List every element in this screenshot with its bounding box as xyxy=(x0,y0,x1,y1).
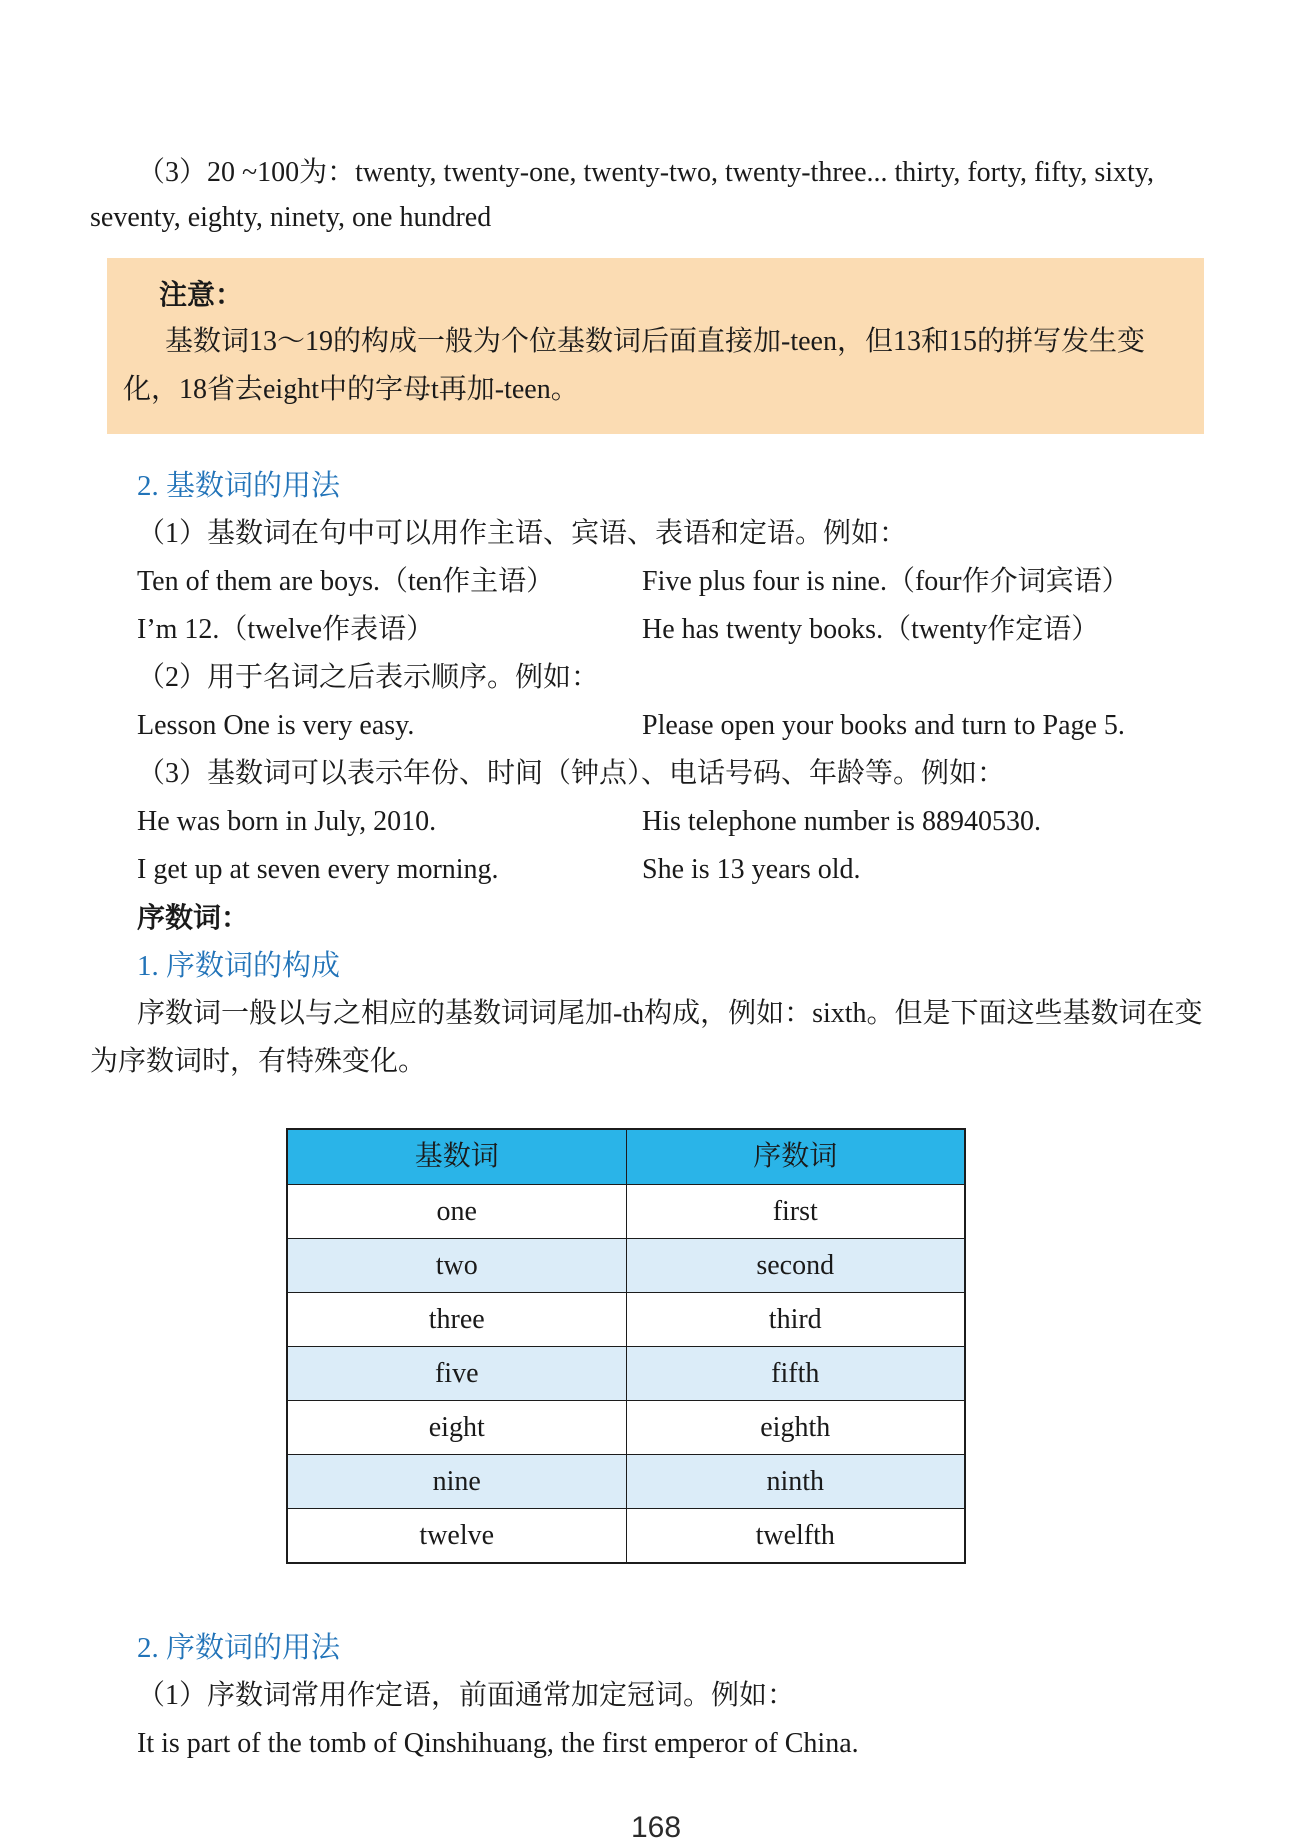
example-row xyxy=(90,558,1222,606)
table-cell: two xyxy=(287,1239,626,1293)
ordinal-usage-point-1: （1）序数词常用作定语，前面通常加定冠词。例如： xyxy=(137,1680,796,1711)
table-cell: second xyxy=(626,1239,965,1293)
example-sentence: Lesson One is very easy. xyxy=(137,710,415,741)
example-sentence: Ten of them are boys.（ten作主语） xyxy=(137,566,555,597)
ordinal-section-label: 序数词： xyxy=(137,902,250,933)
example-sentence: He was born in July, 2010. xyxy=(137,806,437,837)
ordinal-formation-heading: 1. 序数词的构成 xyxy=(137,950,341,982)
cardinal-point-3: （3）基数词可以表示年份、时间（钟点）、电话号码、年龄等。例如： xyxy=(137,758,1006,789)
cardinal-usage-heading: 2. 基数词的用法 xyxy=(137,470,341,502)
table-header-cardinal: 基数词 xyxy=(287,1129,626,1185)
table-cell: fifth xyxy=(626,1347,965,1401)
example-sentence: Five plus four is nine.（four作介词宾语） xyxy=(642,566,1130,597)
cardinal-point-1: （1）基数词在句中可以用作主语、宾语、表语和定语。例如： xyxy=(137,518,908,549)
example-sentence: Please open your books and turn to Page 5. xyxy=(642,710,1125,741)
table-row xyxy=(287,1293,965,1347)
table-cell: eighth xyxy=(626,1401,965,1455)
table-cell: nine xyxy=(287,1455,626,1509)
example-sentence: His telephone number is 88940530. xyxy=(642,806,1041,837)
table-cell: five xyxy=(287,1347,626,1401)
table-cell: one xyxy=(287,1185,626,1239)
page-number: 168 xyxy=(630,1811,682,1842)
table-cell: ninth xyxy=(626,1455,965,1509)
table-row xyxy=(287,1509,965,1564)
table-cell: first xyxy=(626,1185,965,1239)
example-sentence: I’m 12.（twelve作表语） xyxy=(137,614,435,645)
table-cell: three xyxy=(287,1293,626,1347)
table-row xyxy=(287,1401,965,1455)
cardinal-range-paragraph: （3）20 ~100为：twenty, twenty-one, twenty-two, twenty-three... thirty, forty, fifty, sixty, seventy, eighty, ninety, one hundred xyxy=(90,157,1154,233)
note-box xyxy=(107,258,1204,434)
table-cell: eight xyxy=(287,1401,626,1455)
table-row xyxy=(287,1239,965,1293)
example-sentence: I get up at seven every morning. xyxy=(137,854,499,885)
table-row xyxy=(287,1185,965,1239)
ordinal-formation-paragraph: 序数词一般以与之相应的基数词词尾加-th构成，例如：sixth。但是下面这些基数词在变为序数词时，有特殊变化。 xyxy=(90,998,1203,1077)
table-header-ordinal: 序数词 xyxy=(626,1129,965,1185)
table-cell: third xyxy=(626,1293,965,1347)
example-row xyxy=(90,606,1222,654)
example-row xyxy=(90,702,1222,750)
example-row xyxy=(90,798,1222,846)
example-sentence: He has twenty books.（twenty作定语） xyxy=(642,614,1100,645)
table-cell: twelfth xyxy=(626,1509,965,1564)
table-header-row xyxy=(287,1129,965,1185)
example-row xyxy=(90,846,1222,894)
ordinal-usage-heading: 2. 序数词的用法 xyxy=(137,1632,341,1664)
table-cell: twelve xyxy=(287,1509,626,1564)
note-title: 注意： xyxy=(159,279,244,310)
cardinal-ordinal-table xyxy=(286,1128,966,1564)
note-text: 基数词13～19的构成一般为个位基数词后面直接加-teen，但13和15的拼写发生变化，18省去eight中的字母t再加-teen。 xyxy=(123,326,1145,405)
table-row xyxy=(287,1455,965,1509)
table-row xyxy=(287,1347,965,1401)
example-sentence: She is 13 years old. xyxy=(642,854,861,885)
cardinal-point-2: （2）用于名词之后表示顺序。例如： xyxy=(137,662,600,693)
ordinal-usage-example: It is part of the tomb of Qinshihuang, the first emperor of China. xyxy=(137,1728,859,1759)
